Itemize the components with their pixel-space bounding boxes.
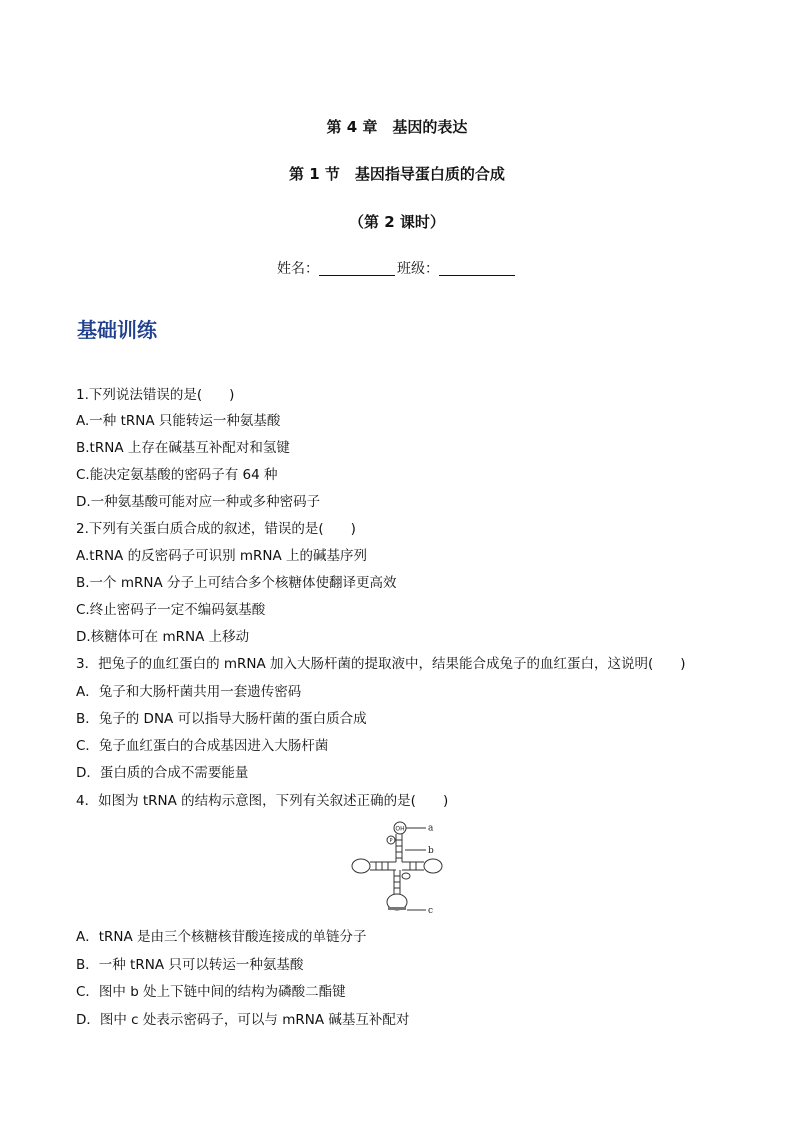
chapter-title: 第 4 章 基因的表达 <box>326 118 468 136</box>
option-a: A．兔子和大肠杆菌共用一套遗传密码 <box>76 684 302 700</box>
section-heading: 第 1 节 基因指导蛋白质的合成 <box>289 165 505 183</box>
option-c: C.能决定氨基酸的密码子有 64 种 <box>76 467 278 483</box>
option-a: A.tRNA 的反密码子可识别 mRNA 上的碱基序列 <box>76 548 368 564</box>
class-label: 班级： <box>397 261 439 277</box>
option-c: C．图中 b 处上下链中间的结构为磷酸二酯键 <box>76 984 346 1000</box>
option-b: B.tRNA 上存在碱基互补配对和氢键 <box>76 440 290 456</box>
p-label: P <box>389 838 393 844</box>
option-c: C.终止密码子一定不编码氨基酸 <box>76 602 266 618</box>
question-stem: 4．如图为 tRNA 的结构示意图，下列有关叙述正确的是( ) <box>76 793 449 809</box>
option-b: B.一个 mRNA 分子上可结合多个核糖体使翻译更高效 <box>76 575 397 591</box>
section-title: 基础训练 <box>77 318 157 342</box>
question-stem: 2.下列有关蛋白质合成的叙述，错误的是( ) <box>76 521 356 537</box>
option-d: D．图中 c 处表示密码子，可以与 mRNA 碱基互补配对 <box>76 1012 410 1028</box>
option-d: D.核糖体可在 mRNA 上移动 <box>76 629 250 645</box>
option-d: D．蛋白质的合成不需要能量 <box>76 765 249 781</box>
label-b: b <box>428 846 434 856</box>
option-c: C．兔子血红蛋白的合成基因进入大肠杆菌 <box>76 738 329 754</box>
label-c: c <box>428 906 434 916</box>
name-class-row <box>0 258 794 278</box>
option-a: A.一种 tRNA 只能转运一种氨基酸 <box>76 413 281 429</box>
question-stem: 3．把兔子的血红蛋白的 mRNA 加入大肠杆菌的提取液中，结果能合成兔子的血红蛋白，这说明( ) <box>76 656 686 672</box>
option-b: B．一种 tRNA 只可以转运一种氨基酸 <box>76 957 304 973</box>
option-b: B．兔子的 DNA 可以指导大肠杆菌的蛋白质合成 <box>76 711 367 727</box>
name-blank[interactable] <box>319 261 395 276</box>
oh-label: OH <box>395 825 405 833</box>
option-a: A．tRNA 是由三个核糖核苷酸连接成的单链分子 <box>76 929 367 945</box>
lesson-heading: （第 2 课时） <box>349 213 445 231</box>
class-blank[interactable] <box>439 261 515 276</box>
option-d: D.一种氨基酸可能对应一种或多种密码子 <box>76 494 321 510</box>
trna-structure-diagram <box>348 818 448 918</box>
name-label: 姓名： <box>277 261 319 277</box>
label-a: a <box>428 823 434 834</box>
question-stem: 1.下列说法错误的是( ) <box>76 387 235 403</box>
